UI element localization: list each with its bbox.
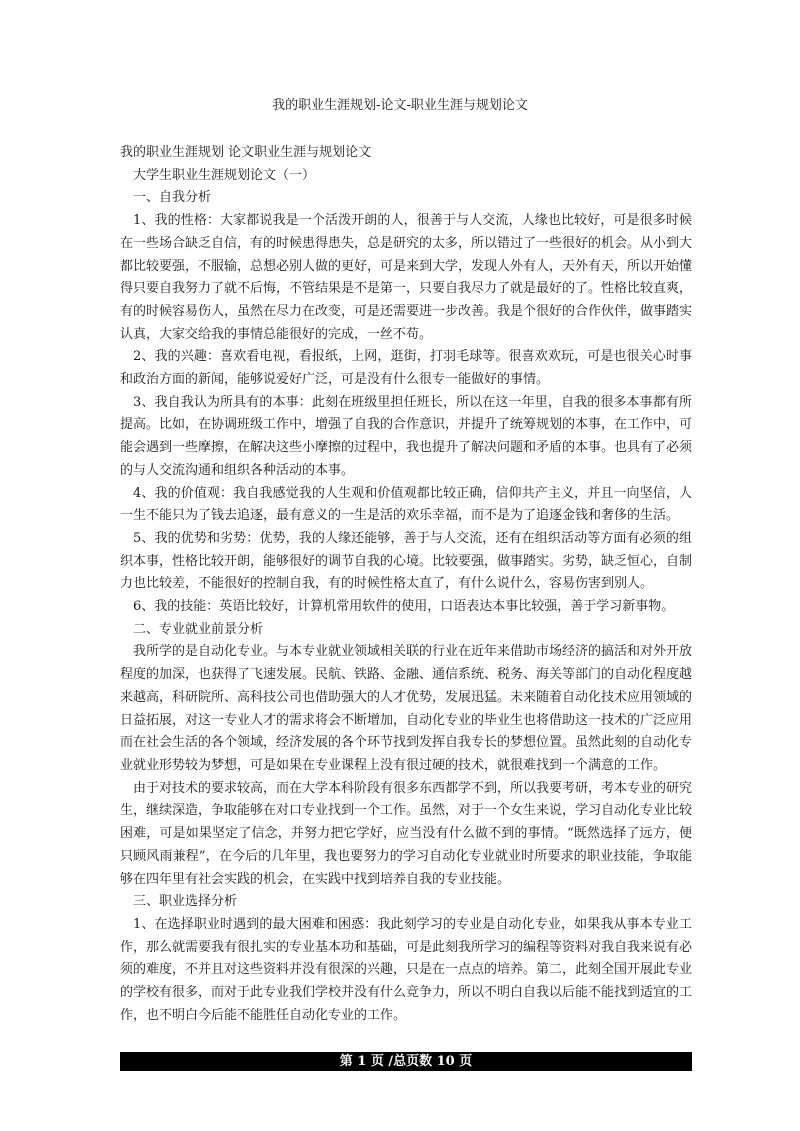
paragraph-personality: 1、我的性格：大家都说我是一个活泼开朗的人，很善于与人交流，人缘也比较好，可是很多时候在一些场合缺乏自信，有的时候患得患失，总是研究的太多，所以错过了一些很好的机会。从小到大都比较要强，不服输，总想必别人做的更好，可是来到大学，发现人外有人，天外有天，所以开始懂得只要自我努力了就不后悔，不管结果是不是第一，只要自我尽力了就是最好的了。性格比较直爽，有的时候容易伤人，虽然在尽力在改变，可是还需要进一步改善。我是个很好的合作伙伴，做事踏实认真，大家交给我的事情总能很好的完成，一丝不苟。 — [120, 213, 693, 342]
page-title: 我的职业生涯规划-论文-职业生涯与规划论文 — [272, 98, 528, 113]
paragraph-graduate-plan: 由于对技术的要求较高，而在大学本科阶段有很多东西都学不到，所以我要考研，考本专业的研究生，继续深造，争取能够在对口专业找到一个工作。虽然，对于一个女生来说，学习自动化专业比较困难，可是如果坚定了信念，并努力把它学好，应当没有什么做不到的事情。“既然选择了远方，便只顾风雨兼程”，在今后的几年里，我也要努力的学习自动化专业就业时所要求的职业技能，争取能够在四年里有社会实践的机会，在实践中找到培养自我的专业技能。 — [120, 780, 693, 887]
page-footer — [120, 1052, 692, 1071]
document-heading: 我的职业生涯规划 论文职业生涯与规划论文 — [120, 145, 372, 160]
paragraph-abilities: 3、我自我认为所具有的本事：此刻在班级里担任班长，所以在这一年里，自我的很多本事都有所提高。比如，在协调班级工作中，增强了自我的合作意识，并提升了统筹规划的本事，在工作中，可能会遇到一些摩擦，在解决这些小摩擦的过程中，我也提升了解决问题和矛盾的本事。也具有了必须的与人交流沟通和组织各种活动的本事。 — [120, 394, 693, 478]
paragraph-skills: 6、我的技能：英语比较好，计算机常用软件的使用，口语表达本事比较强，善于学习新事物。 — [133, 599, 675, 615]
essay-subtitle: 大学生职业生涯规划论文（一） — [133, 167, 316, 183]
paragraph-difficulties: 1、在选择职业时遇到的最大困难和困惑：我此刻学习的专业是自动化专业，如果我从事本专业工作，那么就需要我有很扎实的专业基本功和基础，可是此刻我所学习的编程等资料对我自我来说有必须的难度，不并且对这些资料并没有很深的兴趣，只是在一点点的培养。第二，此刻全国开展此专业的学校有很多，而对于此专业我们学校并没有什么竞争力，所以不明白自我以后能不能找到适宜的工作，也不明白今后能不能胜任自动化专业的工作。 — [120, 916, 693, 1023]
page-indicator: 第 1 页 /总页数 10 页 — [339, 1054, 473, 1069]
paragraph-major-outlook: 我所学的是自动化专业。与本专业就业领域相关联的行业在近年来借助市场经济的搞活和对外开放程度的加深，也获得了飞速发展。民航、铁路、金融、通信系统、税务、海关等部门的自动化程度越来越高，科研院所、高科技公司也借助强大的人才优势，发展迅猛。未来随着自动化技术应用领域的日益拓展，对这一专业人才的需求将会不断增加，自动化专业的毕业生也将借助这一技术的广泛应用而在社会生活的各个领域，经济发展的各个环节找到发挥自我专长的梦想位置。虽然此刻的自动化专业就业形势较为梦想，可是如果在专业课程上没有很过硬的技术，就很难找到一个满意的工作。 — [120, 644, 693, 773]
section-heading-career-outlook: 二、专业就业前景分析 — [133, 621, 264, 637]
paragraph-strengths-weaknesses: 5、我的优势和劣势：优势，我的人缘还能够，善于与人交流，还有在组织活动等方面有必须的组织本事，性格比较开朗，能够很好的调节自我的心境。比较要强，做事踏实。劣势，缺乏恒心，自制力也比较差，不能很好的控制自我，有的时候性格太直了，有什么说什么，容易伤害到别人。 — [120, 530, 693, 592]
paragraph-interests: 2、我的兴趣：喜欢看电视，看报纸，上网，逛街，打羽毛球等。很喜欢欢玩，可是也很关心时事和政治方面的新闻，能够说爱好广泛，可是没有什么很专一能做好的事情。 — [120, 349, 692, 388]
document-body — [120, 142, 692, 1027]
paragraph-values: 4、我的价值观：我自我感觉我的人生观和价值观都比较正确，信仰共产主义，并且一向坚信，人一生不能只为了钱去追逐，最有意义的一生是活的欢乐幸福，而不是为了追逐金钱和奢侈的生活。 — [120, 485, 692, 524]
section-heading-self-analysis: 一、自我分析 — [133, 190, 212, 206]
section-heading-career-choice: 三、职业选择分析 — [133, 894, 238, 910]
